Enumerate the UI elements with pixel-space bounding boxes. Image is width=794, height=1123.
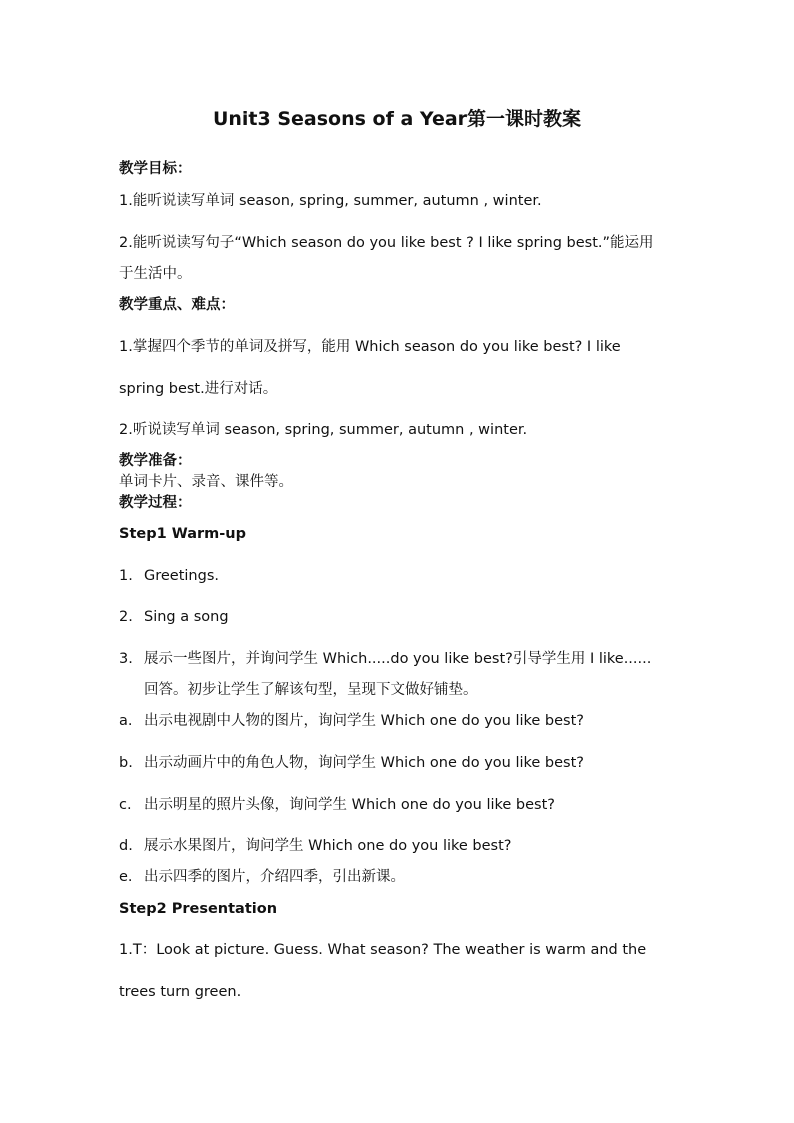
step1-subitem-e [119,868,405,886]
page-title: Unit3 Seasons of a Year第一课时教案 [212,108,582,130]
step1-item-3-continuation: 回答。初步让学生了解该句型，呈现下文做好铺垫。 [144,682,478,698]
list-text: 展示一些图片，并询问学生 Which.....do you like best?引导学生用 I like...... [144,651,652,667]
list-text: Greetings. [144,568,219,584]
list-number: 2. [119,609,133,625]
list-number: 3. [119,651,133,667]
step1-subitem-c [119,796,555,814]
step1-item-3 [119,650,651,668]
list-letter: c. [119,797,132,813]
objectives-heading: 教学目标： [119,161,192,177]
step1-subitem-d [119,837,512,855]
step2-heading: Step2 Presentation [119,901,278,917]
key-point-1-line-2: spring best.进行对话。 [119,381,278,397]
list-number: 1. [119,568,133,584]
step1-item-2 [119,608,229,626]
objective-2-line-2: 于生活中。 [119,266,192,282]
list-text: 展示水果图片，询问学生 Which one do you like best? [144,838,512,854]
step1-heading: Step1 Warm-up [119,526,246,542]
step1-subitem-a [119,712,584,730]
list-text: 出示四季的图片，介绍四季，引出新课。 [144,869,405,885]
list-text: 出示明星的照片头像，询问学生 Which one do you like best? [144,797,555,813]
objective-2-line-1: 2.能听说读写句子“Which season do you like best ? I like spring best.”能运用 [119,235,654,251]
list-letter: d. [119,838,133,854]
key-points-heading: 教学重点、难点： [119,297,235,313]
list-letter: a. [119,713,133,729]
step2-item-1-line-2: trees turn green. [119,984,242,1000]
list-text: Sing a song [144,609,229,625]
step2-item-1-line-1: 1.T：Look at picture. Guess. What season? The weather is warm and the [119,942,647,958]
process-heading: 教学过程： [119,495,192,511]
step1-subitem-b [119,754,584,772]
key-point-1-line-1: 1.掌握四个季节的单词及拼写，能用 Which season do you like best? I like [119,339,621,355]
list-letter: b. [119,755,133,771]
preparation-content: 单词卡片、录音、课件等。 [119,474,293,490]
list-text: 出示电视剧中人物的图片，询问学生 Which one do you like best? [144,713,584,729]
preparation-heading: 教学准备： [119,453,192,469]
list-text: 出示动画片中的角色人物，询问学生 Which one do you like best? [144,755,584,771]
key-point-2: 2.听说读写单词 season, spring, summer, autumn , winter. [119,422,528,438]
list-letter: e. [119,869,133,885]
objective-1: 1.能听说读写单词 season, spring, summer, autumn , winter. [119,193,542,209]
step1-item-1 [119,567,219,585]
